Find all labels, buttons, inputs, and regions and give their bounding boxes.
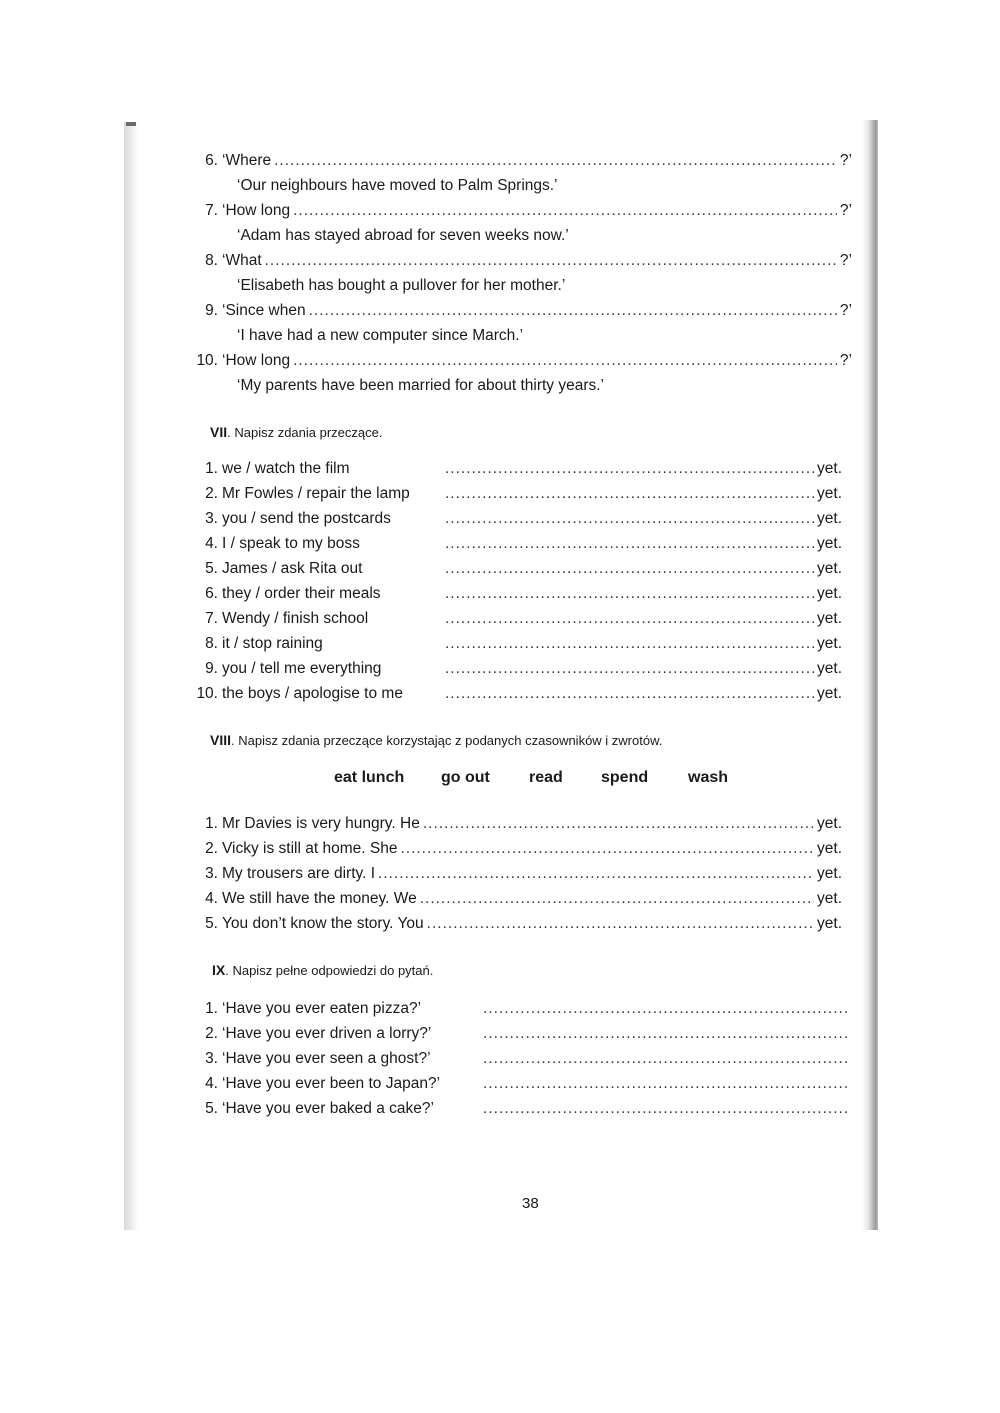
question-row bbox=[190, 352, 852, 372]
item-number: 10. bbox=[196, 352, 218, 369]
item-number: 8. bbox=[205, 252, 218, 269]
exercise-row bbox=[190, 840, 842, 860]
answer-blank[interactable] bbox=[483, 1075, 847, 1093]
item-number: 5. bbox=[205, 1100, 218, 1117]
item-number: 3. bbox=[205, 510, 218, 527]
answer-blank[interactable] bbox=[483, 1000, 847, 1018]
section-8-title bbox=[210, 732, 662, 748]
item-number: 4. bbox=[205, 890, 218, 907]
sentence-start: You don’t know the story. You bbox=[222, 915, 424, 932]
end-word: yet. bbox=[817, 535, 842, 552]
end-word: yet. bbox=[817, 460, 842, 477]
vocab-word: go out bbox=[441, 769, 490, 786]
item-number: 2. bbox=[205, 840, 218, 857]
exercise-row bbox=[190, 535, 842, 555]
answer-blank[interactable] bbox=[423, 815, 814, 833]
answer-blank[interactable] bbox=[293, 202, 837, 220]
question-end: ?’ bbox=[839, 202, 852, 219]
question-prompt: ‘Since when bbox=[222, 302, 306, 319]
given-answer: ‘I have had a new computer since March.’ bbox=[237, 327, 524, 344]
end-word: yet. bbox=[817, 840, 842, 857]
end-word: yet. bbox=[817, 610, 842, 627]
prompt-words: you / tell me everything bbox=[222, 660, 382, 677]
question-text: ‘Have you ever eaten pizza?’ bbox=[222, 1000, 422, 1017]
answer-blank[interactable] bbox=[309, 302, 837, 320]
item-number: 2. bbox=[205, 1025, 218, 1042]
answer-blank[interactable] bbox=[427, 915, 814, 933]
exercise-row bbox=[190, 915, 842, 935]
question-end: ?’ bbox=[839, 302, 852, 319]
question-row bbox=[190, 252, 852, 272]
item-number: 8. bbox=[205, 635, 218, 652]
exercise-row bbox=[190, 510, 842, 530]
section-7-title bbox=[210, 424, 382, 440]
exercise-row bbox=[190, 1000, 850, 1020]
answer-blank[interactable] bbox=[400, 840, 814, 858]
item-number: 3. bbox=[205, 865, 218, 882]
item-number: 1. bbox=[205, 815, 218, 832]
item-number: 7. bbox=[205, 202, 218, 219]
item-number: 4. bbox=[205, 535, 218, 552]
answer-blank[interactable] bbox=[265, 252, 837, 270]
answer-blank[interactable] bbox=[445, 635, 814, 653]
section-9-title bbox=[212, 962, 433, 978]
exercise-row bbox=[190, 685, 842, 705]
prompt-words: they / order their meals bbox=[222, 585, 381, 602]
end-word: yet. bbox=[817, 635, 842, 652]
end-word: yet. bbox=[817, 510, 842, 527]
question-end: ?’ bbox=[839, 352, 852, 369]
answer-blank[interactable] bbox=[445, 535, 814, 553]
vocab-word: read bbox=[529, 769, 563, 786]
section-instruction: . Napisz pełne odpowiedzi do pytań. bbox=[225, 963, 434, 978]
exercise-row bbox=[190, 1050, 850, 1070]
item-number: 1. bbox=[205, 460, 218, 477]
item-number: 7. bbox=[205, 610, 218, 627]
item-number: 10. bbox=[196, 685, 218, 702]
answer-blank[interactable] bbox=[445, 460, 814, 478]
end-word: yet. bbox=[817, 560, 842, 577]
question-end: ?’ bbox=[839, 252, 852, 269]
exercise-row bbox=[190, 890, 842, 910]
question-row bbox=[190, 302, 852, 322]
answer-blank[interactable] bbox=[445, 660, 814, 678]
answer-blank[interactable] bbox=[483, 1025, 847, 1043]
page-number: 38 bbox=[522, 1195, 539, 1212]
sentence-start: My trousers are dirty. I bbox=[222, 865, 376, 882]
item-number: 6. bbox=[205, 585, 218, 602]
exercise-row bbox=[190, 1100, 850, 1120]
answer-blank[interactable] bbox=[445, 585, 814, 603]
question-end: ?’ bbox=[839, 152, 852, 169]
exercise-row bbox=[190, 660, 842, 680]
prompt-words: it / stop raining bbox=[222, 635, 323, 652]
item-number: 5. bbox=[205, 560, 218, 577]
exercise-row bbox=[190, 585, 842, 605]
given-answer: ‘Our neighbours have moved to Palm Springs.’ bbox=[237, 177, 558, 194]
sentence-start: Mr Davies is very hungry. He bbox=[222, 815, 420, 832]
exercise-row bbox=[190, 865, 842, 885]
prompt-words: I / speak to my boss bbox=[222, 535, 360, 552]
given-answer: ‘Elisabeth has bought a pullover for her mother.’ bbox=[237, 277, 566, 294]
vocab-word: wash bbox=[688, 769, 729, 786]
item-number: 2. bbox=[205, 485, 218, 502]
prompt-words: Mr Fowles / repair the lamp bbox=[222, 485, 410, 502]
sentence-start: Vicky is still at home. She bbox=[222, 840, 398, 857]
item-number: 9. bbox=[205, 660, 218, 677]
answer-blank[interactable] bbox=[483, 1100, 847, 1118]
answer-blank[interactable] bbox=[445, 560, 814, 578]
question-row bbox=[190, 202, 852, 222]
item-number: 3. bbox=[205, 1050, 218, 1067]
answer-blank[interactable] bbox=[445, 485, 814, 503]
exercise-row bbox=[190, 1025, 850, 1045]
prompt-words: James / ask Rita out bbox=[222, 560, 363, 577]
exercise-row bbox=[190, 635, 842, 655]
exercise-row bbox=[190, 815, 842, 835]
item-number: 9. bbox=[205, 302, 218, 319]
end-word: yet. bbox=[817, 915, 842, 932]
question-row bbox=[190, 152, 852, 172]
sentence-start: We still have the money. We bbox=[222, 890, 417, 907]
question-text: ‘Have you ever driven a lorry?’ bbox=[222, 1025, 432, 1042]
vocab-word: eat lunch bbox=[334, 769, 405, 786]
prompt-words: Wendy / finish school bbox=[222, 610, 369, 627]
section-instruction: . Napisz zdania przeczące. bbox=[227, 425, 383, 440]
exercise-row bbox=[190, 460, 842, 480]
item-number: 4. bbox=[205, 1075, 218, 1092]
section-instruction: . Napisz zdania przeczące korzystając z podanych czasowników i zwrotów. bbox=[231, 733, 663, 748]
section-numeral: VIII bbox=[210, 732, 232, 748]
section-numeral: IX bbox=[212, 962, 226, 978]
end-word: yet. bbox=[817, 585, 842, 602]
end-word: yet. bbox=[817, 865, 842, 882]
end-word: yet. bbox=[817, 890, 842, 907]
exercise-row bbox=[190, 1075, 850, 1095]
exercise-row bbox=[190, 485, 842, 505]
end-word: yet. bbox=[817, 685, 842, 702]
question-text: ‘Have you ever seen a ghost?’ bbox=[222, 1050, 431, 1067]
answer-blank[interactable] bbox=[445, 685, 814, 703]
prompt-words: the boys / apologise to me bbox=[222, 685, 403, 702]
question-text: ‘Have you ever been to Japan?’ bbox=[222, 1075, 441, 1092]
answer-blank[interactable] bbox=[378, 865, 814, 883]
exercise-row bbox=[190, 610, 842, 630]
question-text: ‘Have you ever baked a cake?’ bbox=[222, 1100, 434, 1117]
answer-blank[interactable] bbox=[445, 510, 814, 528]
question-prompt: ‘Where bbox=[222, 152, 272, 169]
item-number: 1. bbox=[205, 1000, 218, 1017]
item-number: 6. bbox=[205, 152, 218, 169]
question-prompt: ‘How long bbox=[222, 352, 291, 369]
given-answer: ‘My parents have been married for about thirty years.’ bbox=[237, 377, 605, 394]
prompt-words: we / watch the film bbox=[222, 460, 350, 477]
vocab-word: spend bbox=[601, 769, 649, 786]
answer-blank[interactable] bbox=[445, 610, 814, 628]
answer-blank[interactable] bbox=[274, 152, 837, 170]
exercise-row bbox=[190, 560, 842, 580]
item-number: 5. bbox=[205, 915, 218, 932]
question-prompt: ‘What bbox=[222, 252, 262, 269]
answer-blank[interactable] bbox=[420, 890, 814, 908]
end-word: yet. bbox=[817, 485, 842, 502]
section-numeral: VII bbox=[210, 424, 228, 440]
question-prompt: ‘How long bbox=[222, 202, 291, 219]
answer-blank[interactable] bbox=[483, 1050, 847, 1068]
end-word: yet. bbox=[817, 660, 842, 677]
given-answer: ‘Adam has stayed abroad for seven weeks now.’ bbox=[237, 227, 569, 244]
end-word: yet. bbox=[817, 815, 842, 832]
answer-blank[interactable] bbox=[293, 352, 837, 370]
prompt-words: you / send the postcards bbox=[222, 510, 391, 527]
